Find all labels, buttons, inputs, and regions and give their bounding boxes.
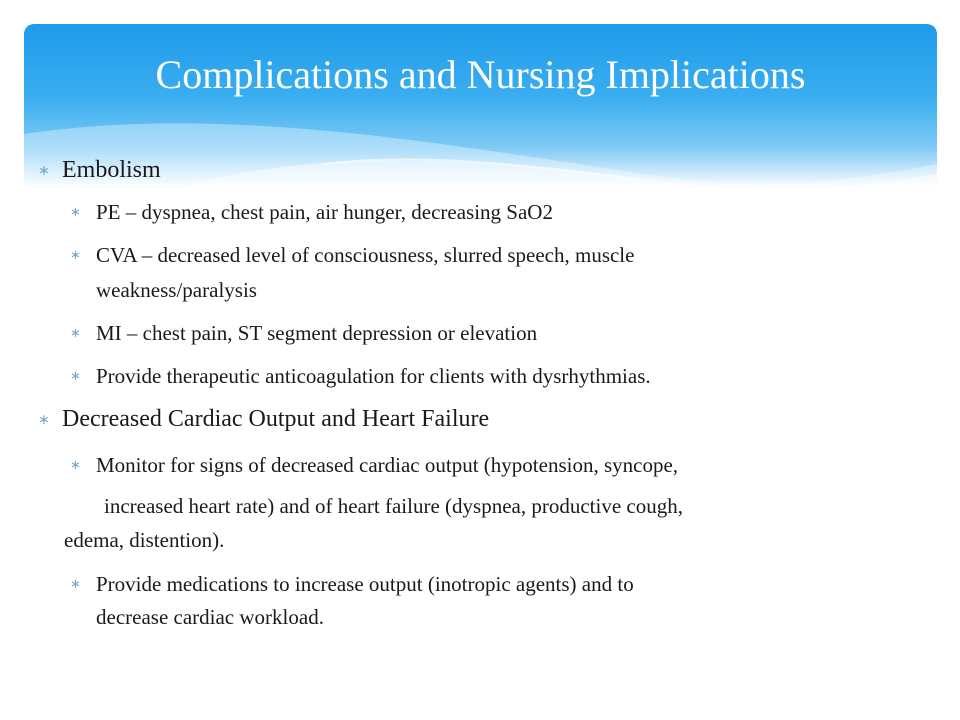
list-item-continuation: [64, 528, 224, 553]
section-heading: Embolism: [62, 157, 161, 183]
bullet-icon: ∗: [70, 458, 81, 473]
list-item-text: decrease cardiac workload.: [96, 605, 324, 629]
slide-title: Complications and Nursing Implications: [155, 52, 806, 97]
bullet-icon: ∗: [70, 205, 81, 220]
list-item-text: Monitor for signs of decreased cardiac output (hypotension, syncope,: [96, 453, 679, 477]
bullet-icon: ∗: [70, 369, 81, 384]
bullet-icon: ∗: [38, 163, 50, 179]
list-item-text: increased heart rate) and of heart failure (dyspnea, productive cough,: [104, 494, 683, 518]
list-item-text: edema, distention).: [64, 528, 225, 552]
list-item-text: Provide medications to increase output (inotropic agents) and to: [96, 572, 634, 596]
bullet-icon: ∗: [70, 326, 81, 341]
list-item-text: PE – dyspnea, chest pain, air hunger, decreasing SaO2: [96, 200, 553, 224]
list-item-continuation: [104, 494, 683, 519]
bullet-icon: ∗: [38, 412, 50, 428]
list-item-continuation: [96, 605, 324, 630]
list-item-text: Provide therapeutic anticoagulation for clients with dysrhythmias.: [96, 364, 651, 388]
bullet-icon: ∗: [70, 577, 81, 592]
list-item-text: CVA – decreased level of consciousness, slurred speech, muscle: [96, 243, 635, 267]
list-item-continuation: [96, 278, 257, 303]
list-item-text: weakness/paralysis: [96, 278, 257, 302]
section-heading: Decreased Cardiac Output and Heart Failure: [62, 406, 490, 432]
bullet-icon: ∗: [70, 248, 81, 263]
list-item-text: MI – chest pain, ST segment depression or elevation: [96, 321, 538, 345]
